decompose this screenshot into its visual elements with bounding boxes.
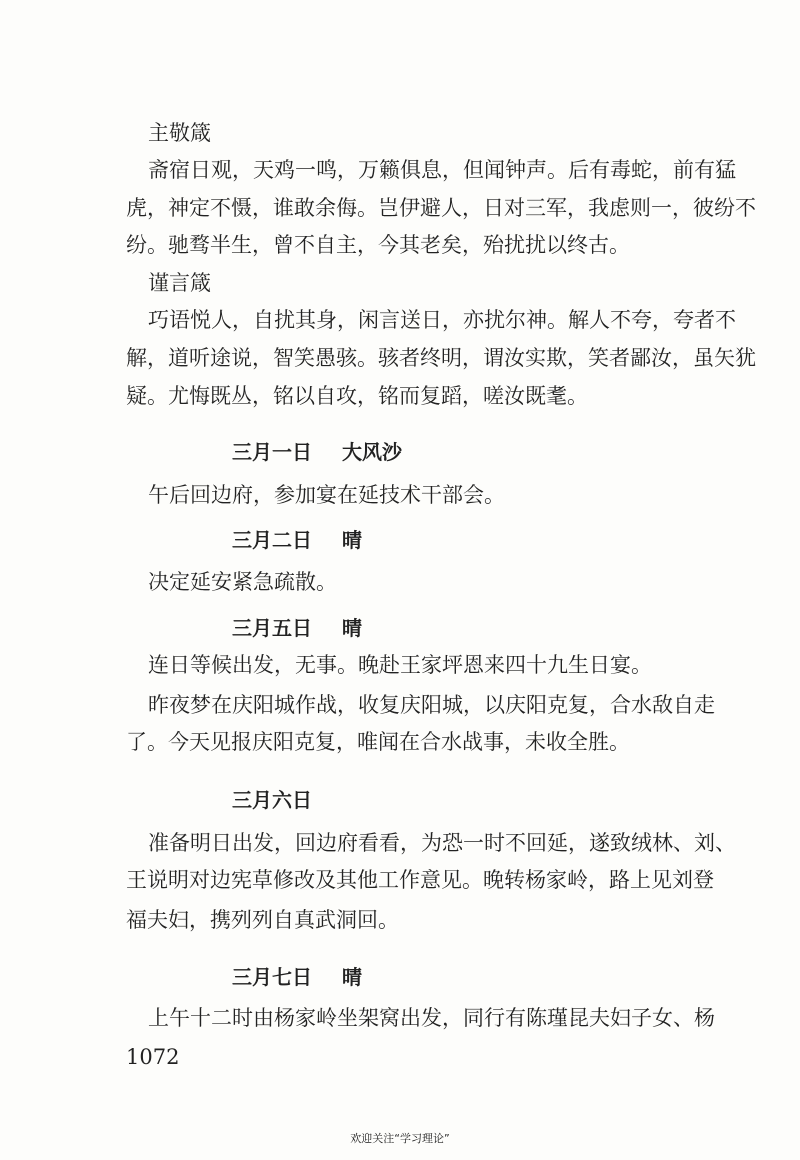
paragraph-line: 准备明日出发，回边府看看，为恐一时不回延，遂致绒林、刘、 [148,831,736,855]
diary-date-heading [232,439,402,465]
date: 三月一日 [232,440,312,464]
date: 三月六日 [232,788,312,812]
paragraph-line: 决定延安紧急疏散。 [148,570,337,594]
weather: 大风沙 [342,440,402,464]
paragraph-line: 连日等候出发，无事。晚赴王家坪恩来四十九生日宴。 [148,653,652,677]
weather: 晴 [342,965,362,989]
paragraph-line: 午后回边府，参加宴在延技术干部会。 [148,483,505,507]
paragraph-line: 解，道听途说，智笑愚骇。骇者终明，谓汝实欺，笑者鄙汝，虽矢犹 [126,346,756,370]
paragraph-line: 王说明对边宪草修改及其他工作意见。晚转杨家岭，路上见刘登 [126,868,714,892]
date: 三月五日 [232,616,312,640]
paragraph-line: 上午十二时由杨家岭坐架窝出发，同行有陈瑾昆夫妇子女、杨 [148,1006,715,1030]
paragraph-line: 昨夜梦在庆阳城作战，收复庆阳城，以庆阳克复，合水敌自走 [148,693,715,717]
page-number: 1072 [126,1045,180,1069]
diary-date-heading [232,527,362,553]
weather: 晴 [342,616,362,640]
diary-date-heading [232,787,312,813]
date: 三月二日 [232,528,312,552]
weather: 晴 [342,528,362,552]
paragraph-line: 了。今天见报庆阳克复，唯闻在合水战事，未收全胜。 [126,730,630,754]
diary-date-heading [232,964,362,990]
diary-date-heading [232,615,362,641]
paragraph-line: 虎，神定不慑，谁敢余侮。岂伊避人，日对三军，我虑则一，彼纷不 [126,196,756,220]
footer-watermark: 欢迎关注“学习理论” [350,1132,450,1145]
paragraph-line: 纷。驰骛半生，曾不自主，今其老矣，殆扰扰以终古。 [126,233,630,257]
paragraph-line: 斋宿日观，天鸡一鸣，万籁俱息，但闻钟声。后有毒蛇，前有猛 [148,158,736,182]
date: 三月七日 [232,965,312,989]
section-title: 主敬箴 [148,121,211,145]
paragraph-line: 疑。尤悔既丛，铭以自攻，铭而复蹈，嗟汝既耄。 [126,384,588,408]
section-title: 谨言箴 [148,271,211,295]
paragraph-line: 福夫妇，携列列自真武洞回。 [126,908,399,932]
paragraph-line: 巧语悦人，自扰其身，闲言送日，亦扰尔神。解人不夸，夸者不 [148,308,736,332]
